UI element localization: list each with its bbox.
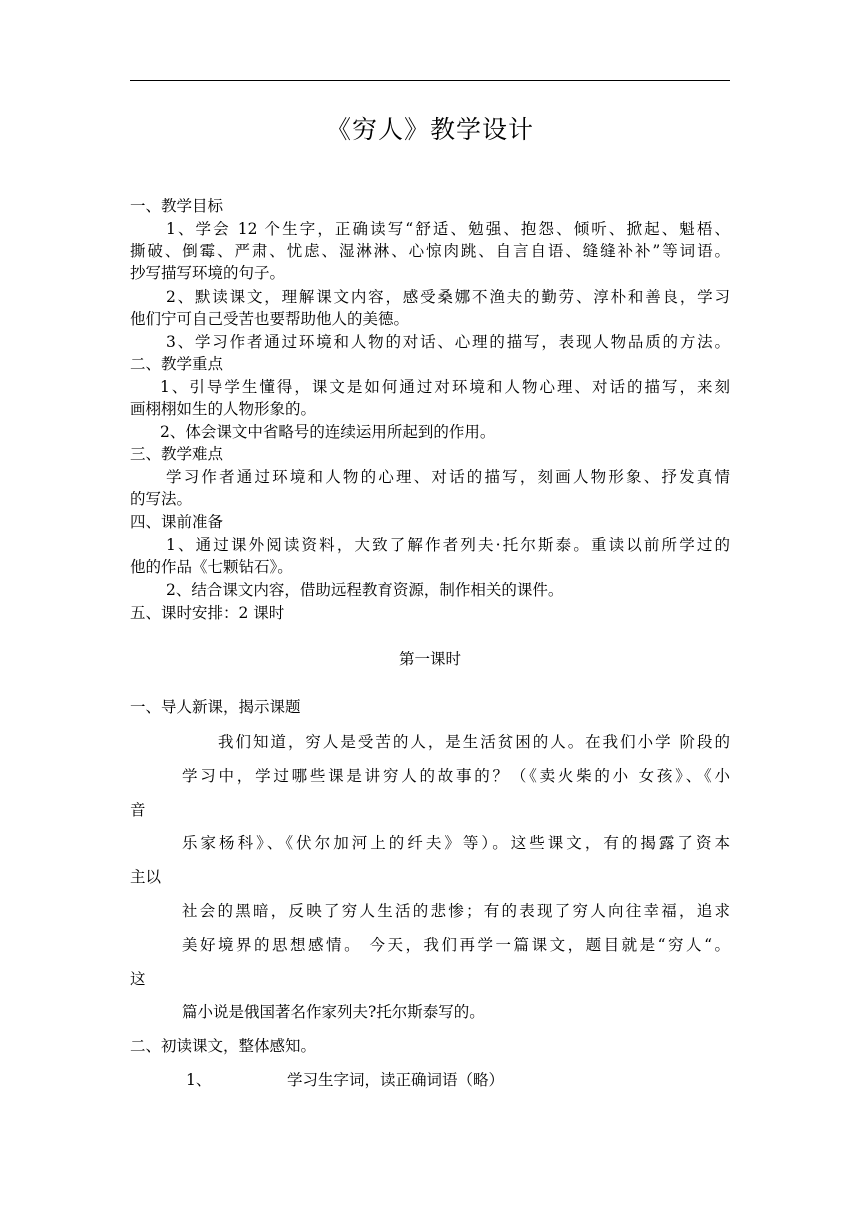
prep-2-line-1: 2、结合课文内容，借助远程教育资源，制作相关的课件。 xyxy=(166,581,564,599)
prep-1-line-1: 1、通过课外阅读资料，大致了解作者列夫·托尔斯泰。重读以前所学过的 xyxy=(166,536,730,554)
intro-paragraph-line-3: 音 xyxy=(130,801,146,819)
read-item-1-text: 学习生字词，读正确词语（略） xyxy=(287,1071,505,1089)
intro-paragraph-line-5: 主以 xyxy=(130,868,162,886)
intro-paragraph-line-9: 篇小说是俄国著名作家列夫?托尔斯泰写的。 xyxy=(182,1003,485,1021)
intro-paragraph-line-1: 我们知道，穷人是受苦的人，是生活贫困的人。在我们小学 阶段的 xyxy=(218,733,730,751)
lesson-1-heading: 第一课时 xyxy=(398,650,461,668)
intro-paragraph-line-4: 乐家杨科》、《伏尔加河上的纤夫》等）。这些课文，有的揭露了资本 xyxy=(182,834,730,852)
focus-2-line-1: 2、体会课文中省略号的连续运用所起到的作用。 xyxy=(160,423,496,441)
intro-paragraph-line-7: 美好境界的思想感情。 今天，我们再学一篇课文，题目就是“穷人“。 xyxy=(182,936,730,954)
intro-paragraph-line-2: 学习中，学过哪些课是讲穷人的故事的？（《卖火柴的小 女孩》、《小 xyxy=(182,767,730,785)
header-rule xyxy=(130,80,730,81)
read-item-1-number: 1、 xyxy=(186,1071,212,1089)
section-heading-focus: 二、教学重点 xyxy=(130,355,224,373)
section-heading-difficulty: 三、教学难点 xyxy=(130,445,224,463)
lesson-1-intro-heading: 一、导人新课，揭示课题 xyxy=(130,698,301,716)
lesson-1-read-heading: 二、初读课文，整体感知。 xyxy=(130,1037,317,1055)
prep-1-line-2: 他的作品《七颗钻石》。 xyxy=(130,558,293,576)
goal-2-line-1: 2、默读课文，理解课文内容，感受桑娜不渔夫的勤劳、淳朴和善良，学习 xyxy=(166,288,730,306)
goal-1-line-3: 抄写描写环境的句子。 xyxy=(130,264,286,282)
focus-1-line-2: 画栩栩如生的人物形象的。 xyxy=(130,400,317,418)
goal-1-line-1: 1、学会 12 个生字，正确读写“舒适、勉强、抱怨、倾听、掀起、魁梧、 xyxy=(166,220,730,238)
section-heading-prep: 四、课前准备 xyxy=(130,513,224,531)
section-heading-schedule: 五、课时安排：2 课时 xyxy=(130,604,285,622)
goal-3-line-1: 3、学习作者通过环境和人物的对话、心理的描写，表现人物品质的方法。 xyxy=(166,333,730,351)
difficulty-line-2: 的写法。 xyxy=(130,490,193,508)
goal-1-line-2: 撕破、倒霉、严肃、忧虑、湿淋淋、心惊肉跳、自言自语、缝缝补补”等词语。 xyxy=(130,242,730,260)
difficulty-line-1: 学习作者通过环境和人物的心理、对话的描写，刻画人物形象、抒发真情 xyxy=(166,468,730,486)
section-heading-goals: 一、教学目标 xyxy=(130,197,224,215)
page-title: 《穷人》教学设计 xyxy=(325,115,534,144)
goal-2-line-2: 他们宁可自己受苦也要帮助他人的美德。 xyxy=(130,310,410,328)
focus-1-line-1: 1、引导学生懂得，课文是如何通过对环境和人物心理、对话的描写，来刻 xyxy=(160,378,730,396)
intro-paragraph-line-6: 社会的黑暗，反映了穷人生活的悲惨；有的表现了穷人向往幸福，追求 xyxy=(182,902,730,920)
intro-paragraph-line-8: 这 xyxy=(130,970,146,988)
